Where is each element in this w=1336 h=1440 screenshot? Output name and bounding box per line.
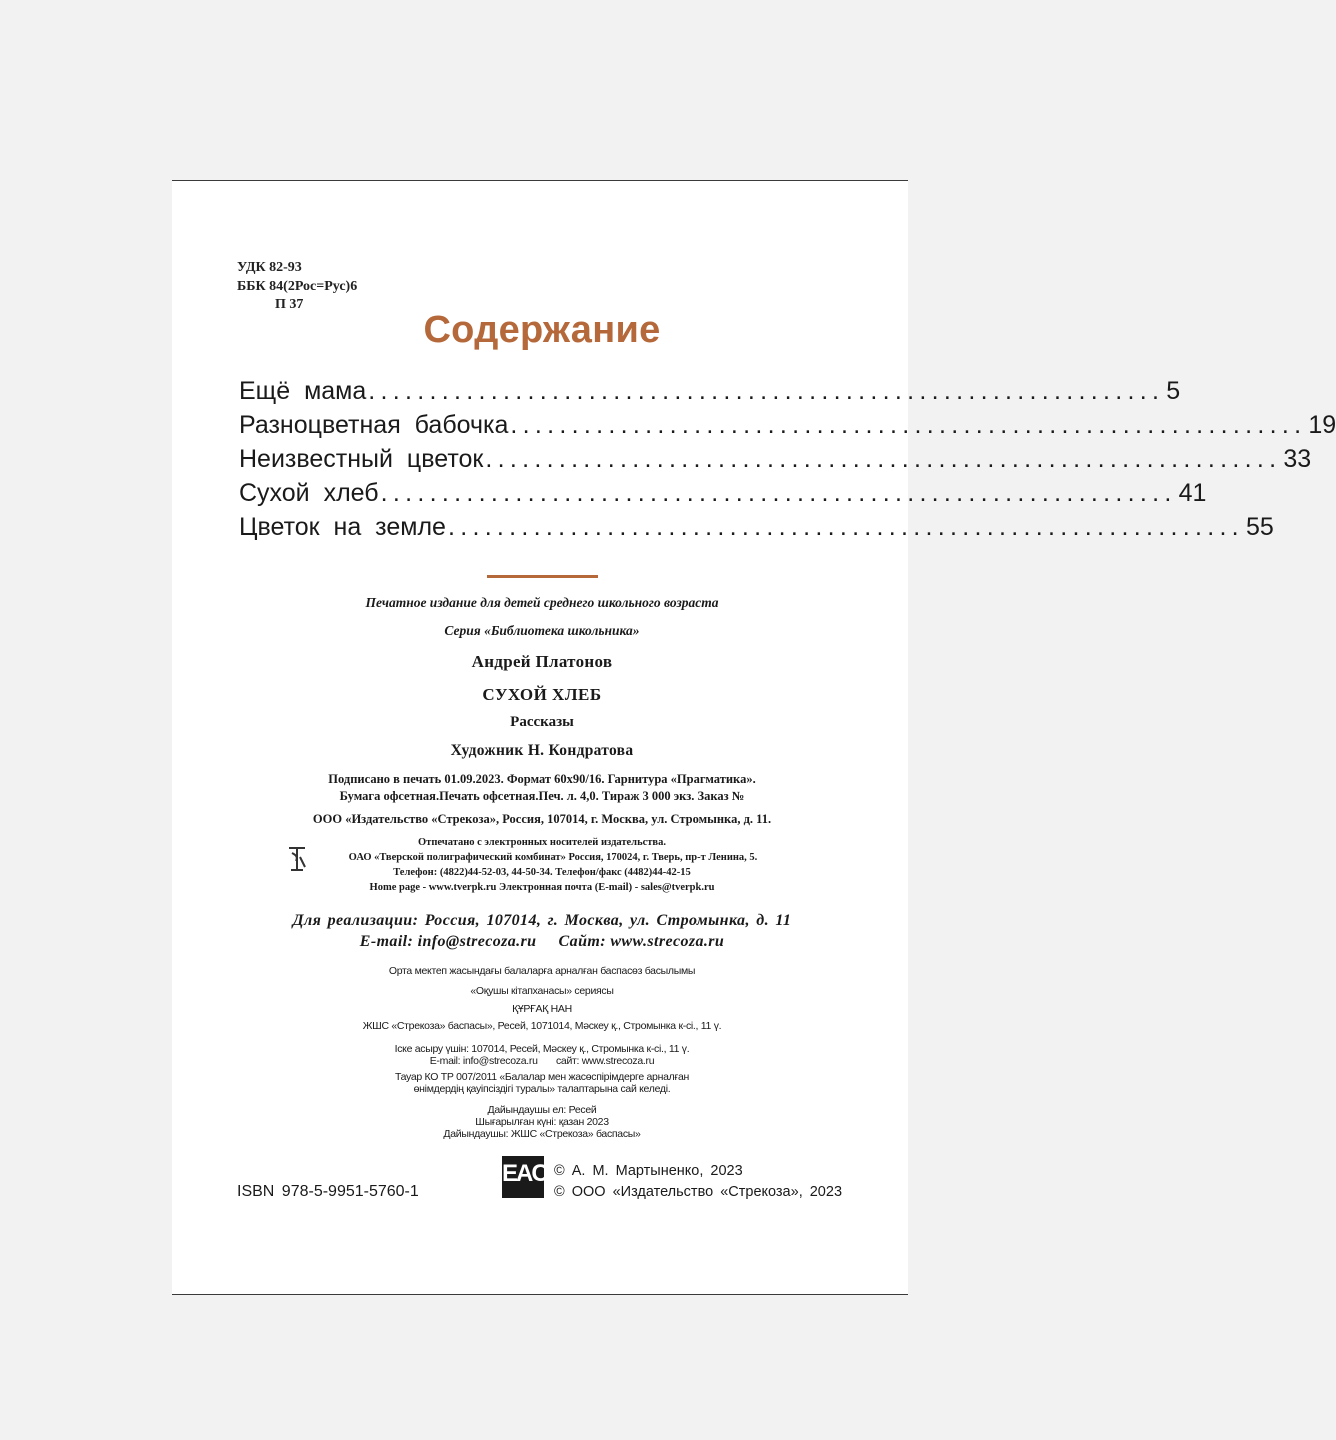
toc-item-title: Разноцветная бабочка	[239, 411, 509, 439]
book-title: СУХОЙ ХЛЕБ	[482, 685, 602, 704]
sales-contacts: E-mail: info@strecoza.ru Сайт: www.strecoza.ru	[359, 933, 725, 950]
copyright-block	[554, 1161, 842, 1203]
print-signed-line1: Подписано в печать 01.09.2023. Формат 60х90/16. Гарнитура «Прагматика».	[328, 772, 756, 786]
printed-note: Отпечатано с электронных носителей издательства.	[418, 837, 666, 848]
kz-book-title: ҚҰРҒАҚ НАН	[512, 1003, 572, 1015]
kz-sales-address: Іске асыру үшін: 107014, Ресей, Мәскеу қ., Стромынка к-сі., 11 ү.	[394, 1043, 690, 1055]
toc-item-title: Сухой хлеб	[239, 479, 379, 507]
toc-item	[239, 513, 1274, 547]
toc-item	[239, 445, 1312, 479]
toc-leader: .................................................................	[447, 513, 1244, 541]
author-mark: П 37	[275, 297, 304, 312]
section-divider	[487, 575, 598, 578]
toc-leader: .................................................................	[368, 377, 1165, 405]
eac-mark-text: EAC	[502, 1160, 547, 1187]
kz-compliance-line1: Тауар КО ТР 007/2011 «Балалар мен жасөспірімдерге арналған	[394, 1071, 690, 1083]
toc-leader: .................................................................	[485, 445, 1282, 473]
toc-item	[239, 377, 1181, 411]
table-of-contents	[239, 377, 1336, 547]
genre: Рассказы	[510, 714, 574, 730]
printer-phone: Телефон: (4822)44-52-03, 44-50-34. Телефон/факс (4482)44-42-15	[393, 867, 691, 878]
kz-compliance-line2: өнімдердің қауіпсіздігі туралы» талаптарына сай келеді.	[413, 1083, 671, 1095]
toc-item-page: 19	[1308, 411, 1336, 439]
artist-credit: Художник Н. Кондратова	[450, 742, 634, 759]
series-name: Серия «Библиотека школьника»	[444, 623, 640, 638]
toc-item-page: 5	[1166, 377, 1181, 405]
kz-series: «Оқушы кітапханасы» сериясы	[470, 985, 614, 997]
toc-item-page: 33	[1283, 445, 1312, 473]
copyright-publisher: © ООО «Издательство «Стрекоза», 2023	[554, 1184, 843, 1200]
copyright-author: © А. М. Мартыненко, 2023	[554, 1163, 743, 1179]
kz-release-date: Шығарылған күні: қазан 2023	[475, 1116, 609, 1128]
print-signed-line2: Бумага офсетная.Печать офсетная.Печ. л. 4,0. Тираж 3 000 экз. Заказ №	[339, 789, 745, 803]
toc-item-page: 55	[1245, 513, 1274, 541]
udk-code: УДК 82-93	[237, 260, 302, 275]
toc-item-page: 41	[1178, 479, 1207, 507]
bbk-code: ББК 84(2Рос=Рус)6	[237, 278, 358, 294]
kz-country: Дайындаушы ел: Ресей	[487, 1104, 597, 1116]
toc-item-title: Ещё мама	[239, 377, 367, 405]
toc-item-title: Неизвестный цветок	[239, 445, 484, 473]
eac-mark-icon	[502, 1156, 547, 1198]
publisher-address: ООО «Издательство «Стрекоза», Россия, 107014, г. Москва, ул. Стромынка, д. 11.	[312, 812, 772, 826]
toc-item	[239, 411, 1336, 445]
printer-web: Home page - www.tverpk.ru Электронная почта (E-mail) - sales@tverpk.ru	[369, 882, 715, 893]
toc-item	[239, 479, 1207, 513]
toc-leader: .................................................................	[380, 479, 1177, 507]
kz-contacts: E-mail: info@strecoza.ru сайт: www.strecoza.ru	[429, 1055, 655, 1067]
toc-leader: .................................................................	[510, 411, 1307, 439]
kz-manufacturer: Дайындаушы: ЖШС «Стрекоза» баспасы»	[443, 1128, 641, 1140]
isbn: ISBN 978-5-9951-5760-1	[237, 1183, 419, 1200]
edition-note: Печатное издание для детей среднего школьного возраста	[365, 595, 719, 610]
kz-publisher: ЖШС «Стрекоза» баспасы», Ресей, 1071014, Мәскеу қ., Стромынка к-сі., 11 ү.	[362, 1020, 722, 1032]
printer-address: ОАО «Тверской полиграфический комбинат» Россия, 170024, г. Тверь, пр-т Ленина, 5.	[348, 852, 758, 863]
toc-title: Содержание	[423, 309, 661, 351]
book-page	[172, 180, 1336, 1295]
author-name: Андрей Платонов	[471, 652, 613, 671]
udk-block	[237, 259, 357, 315]
toc-item-title: Цветок на земле	[239, 513, 446, 541]
sales-address: Для реализации: Россия, 107014, г. Москва, ул. Стромынка, д. 11	[292, 912, 792, 929]
kz-edition-note: Орта мектеп жасындағы балаларға арналған баспасөз басылымы	[388, 965, 696, 977]
